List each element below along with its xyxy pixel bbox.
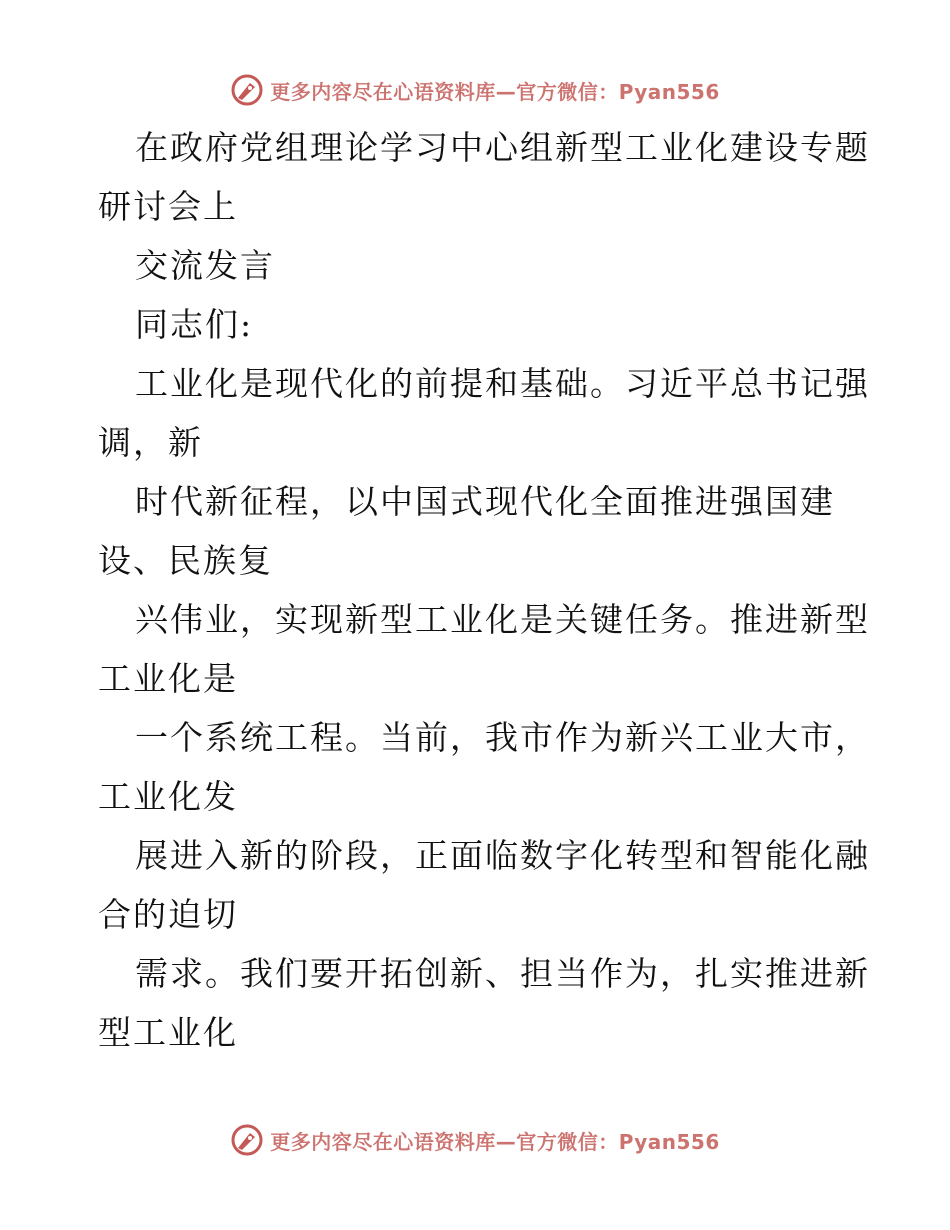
text-line: 合的迫切 — [98, 895, 238, 934]
text-line: 工业化是 — [98, 659, 238, 698]
text-line: 型工业化 — [98, 1013, 238, 1052]
text-line: 工业化是现代化的前提和基础。习近平总书记强 — [135, 364, 870, 403]
text-line: 在政府党组理论学习中心组新型工业化建设专题 — [135, 128, 870, 167]
pen-nib-logo-icon — [230, 73, 264, 107]
text-line: 展进入新的阶段，正面临数字化转型和智能化融 — [135, 836, 870, 875]
header-watermark — [0, 70, 950, 110]
watermark-text: 更多内容尽在心语资料库—官方微信：Pyan556 — [270, 1129, 720, 1154]
footer-watermark — [0, 1120, 950, 1160]
text-line: 交流发言 — [135, 246, 275, 285]
text-line: 调，新 — [98, 423, 203, 462]
text-line: 时代新征程，以中国式现代化全面推进强国建 — [135, 482, 835, 521]
text-line: 兴伟业，实现新型工业化是关键任务。推进新型 — [135, 600, 870, 639]
text-line: 研讨会上 — [98, 187, 238, 226]
text-line: 同志们: — [135, 305, 254, 344]
text-line: 一个系统工程。当前，我市作为新兴工业大市， — [135, 718, 870, 757]
pen-nib-logo-icon — [230, 1123, 264, 1157]
text-line: 工业化发 — [98, 777, 238, 816]
document-body — [98, 118, 870, 1062]
text-line: 需求。我们要开拓创新、担当作为，扎实推进新 — [135, 954, 870, 993]
text-line: 设、民族复 — [98, 541, 273, 580]
watermark-text: 更多内容尽在心语资料库—官方微信：Pyan556 — [270, 79, 720, 104]
